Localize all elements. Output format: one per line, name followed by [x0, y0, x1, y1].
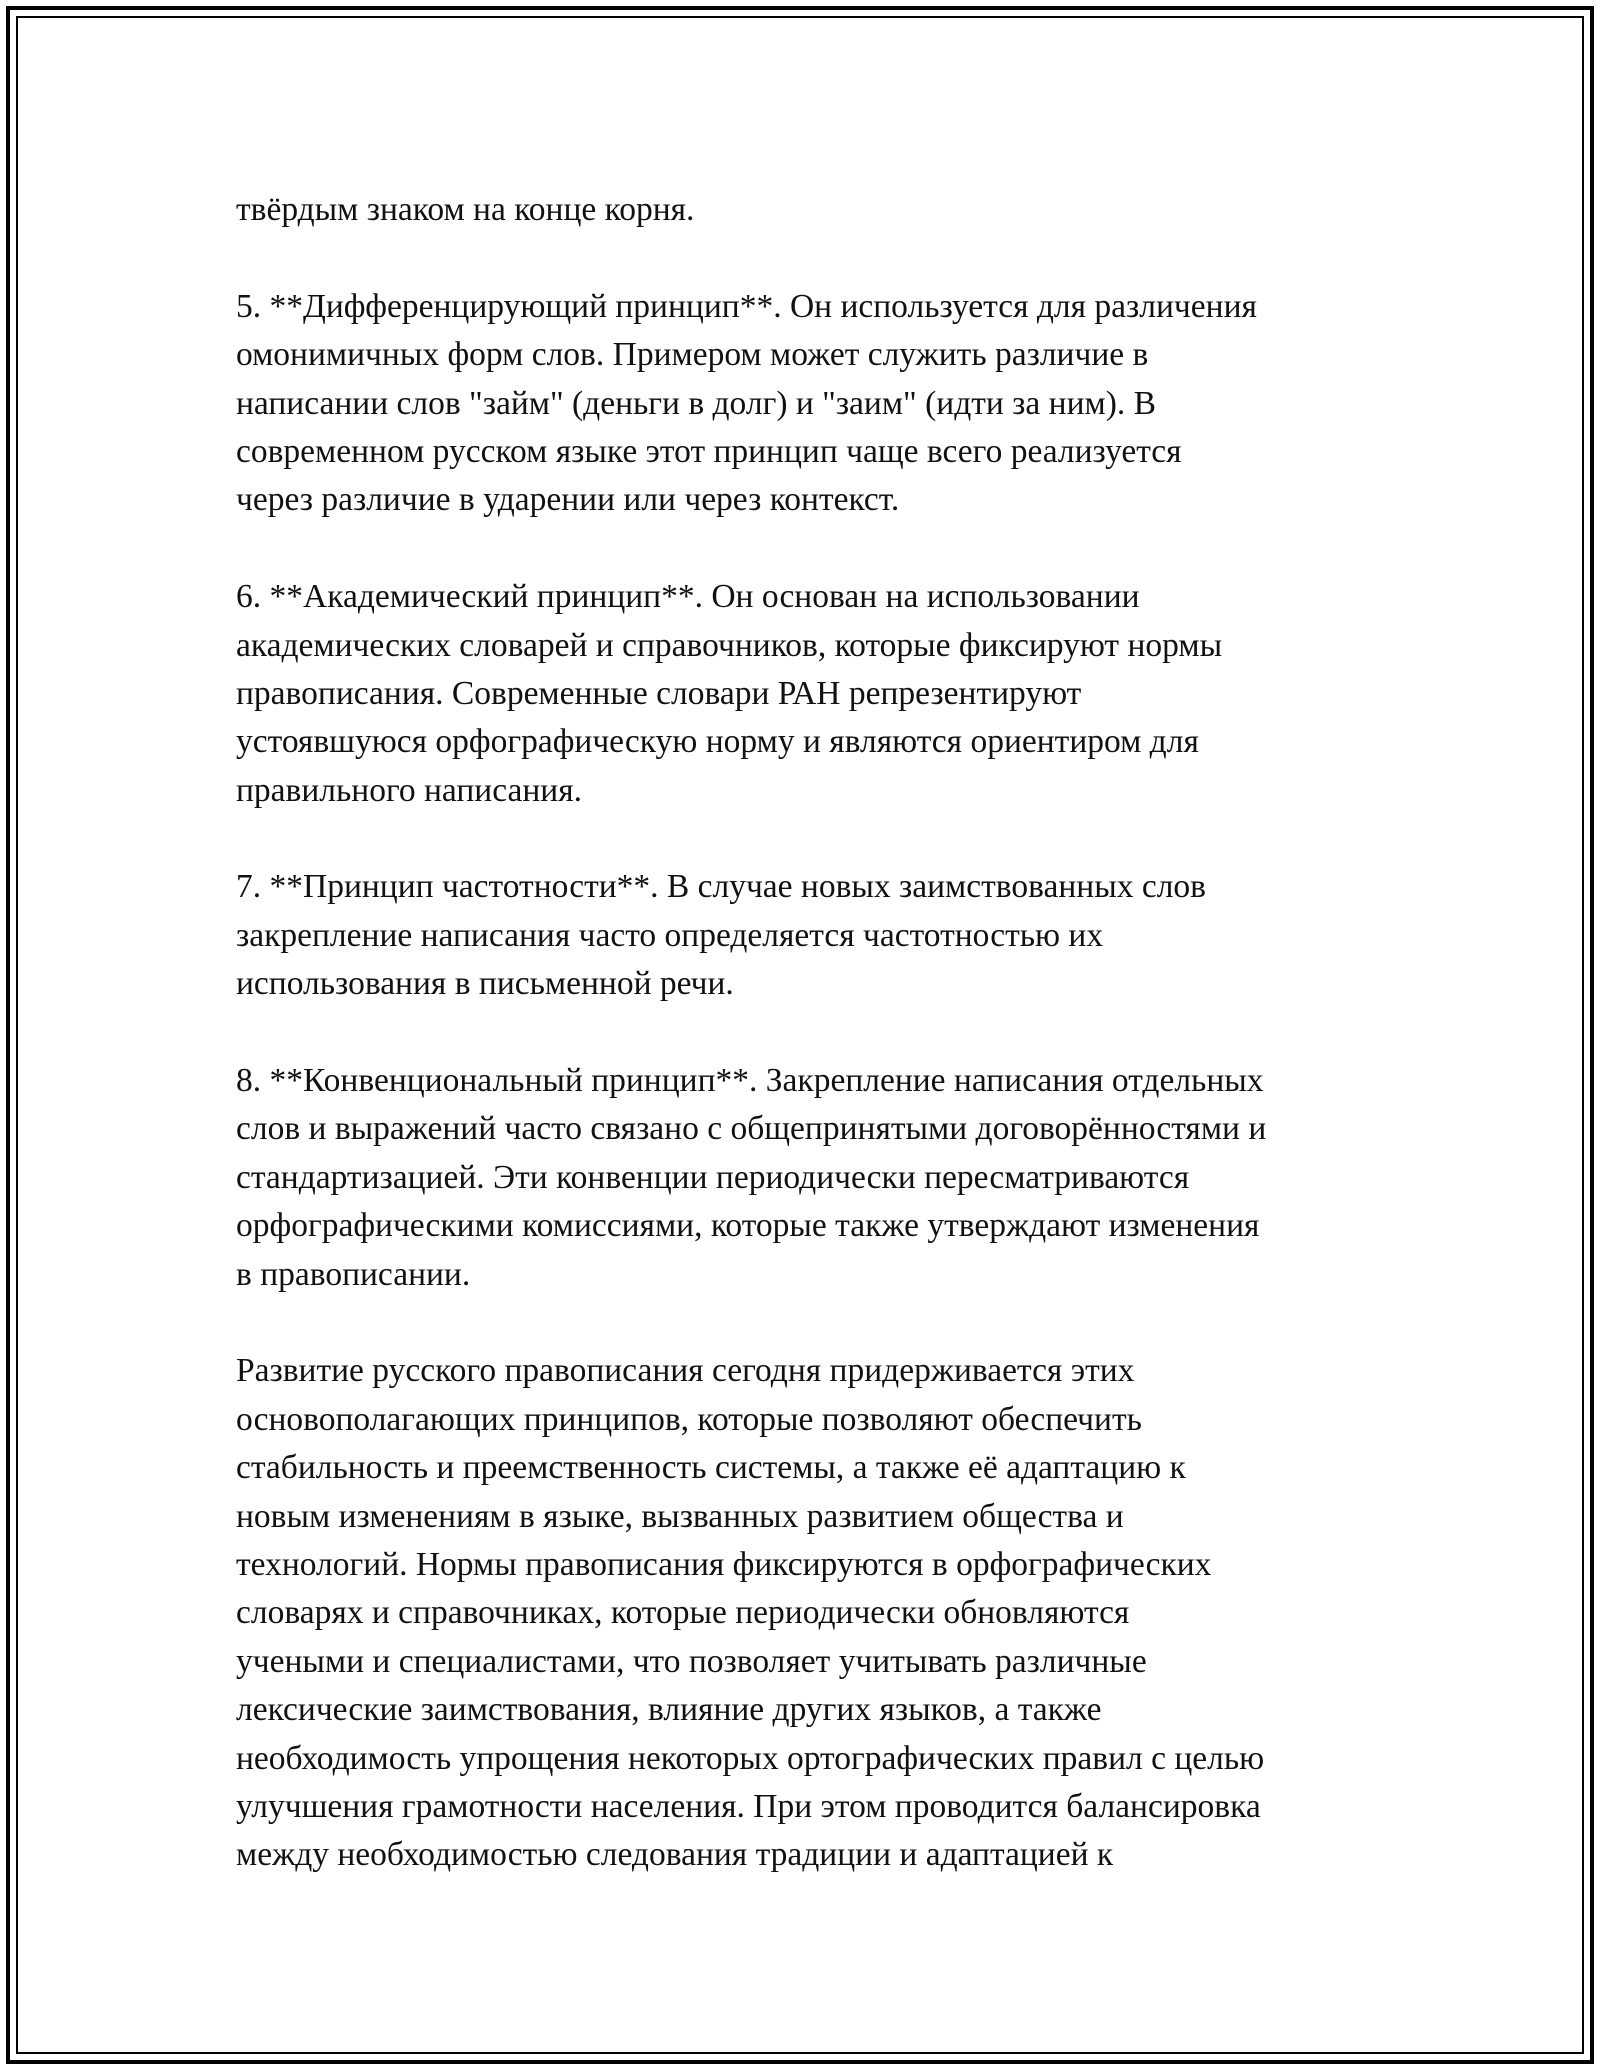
text-line: 8. **Конвенциональный принцип**. Закрепление написания отдельных — [236, 1062, 1264, 1100]
text-line: использования в письменной речи. — [236, 965, 734, 1003]
text-line: учеными и специалистами, что позволяет учитывать различные — [236, 1642, 1147, 1680]
text-line: орфографическими комиссиями, которые также утверждают изменения — [236, 1207, 1260, 1245]
text-line: необходимость упрощения некоторых ортографических правил с целью — [236, 1739, 1265, 1777]
paragraph — [236, 283, 1416, 525]
paragraph-gap — [236, 815, 1416, 863]
text-line: Развитие русского правописания сегодня придерживается этих — [236, 1352, 1135, 1390]
paragraph-gap — [236, 525, 1416, 573]
text-line: основополагающих принципов, которые позволяют обеспечить — [236, 1400, 1142, 1438]
text-line: стабильность и преемственность системы, а также её адаптацию к — [236, 1449, 1186, 1487]
text-line: правильного написания. — [236, 771, 582, 809]
text-line: 6. **Академический принцип**. Он основан на использовании — [236, 578, 1140, 616]
text-line: устоявшуюся орфографическую норму и являются ориентиром для — [236, 723, 1199, 761]
text-line: современном русском языке этот принцип чаще всего реализуется — [236, 432, 1182, 470]
text-line: стандартизацией. Эти конвенции периодически пересматриваются — [236, 1158, 1190, 1196]
text-line: 5. **Дифференцирующий принцип**. Он используется для различения — [236, 287, 1257, 325]
text-line: лексические заимствования, влияние других языков, а также — [236, 1691, 1102, 1729]
paragraph — [236, 1057, 1416, 1299]
paragraph — [236, 1347, 1416, 1879]
text-line: новым изменениям в языке, вызванных развитием общества и — [236, 1497, 1124, 1535]
text-line: улучшения грамотности населения. При этом проводится балансировка — [236, 1787, 1261, 1825]
text-line: через различие в ударении или через контекст. — [236, 481, 900, 519]
text-line: омонимичных форм слов. Примером может служить различие в — [236, 336, 1149, 374]
text-line: словарях и справочниках, которые периодически обновляются — [236, 1594, 1130, 1632]
text-line: закрепление написания часто определяется частотностью их — [236, 916, 1104, 954]
paragraph-gap — [236, 1299, 1416, 1347]
text-line: технологий. Нормы правописания фиксируются в орфографических — [236, 1545, 1212, 1583]
text-line: слов и выражений часто связано с общепринятыми договорённостями и — [236, 1110, 1267, 1148]
text-line: между необходимостью следования традиции и адаптацией к — [236, 1836, 1114, 1874]
text-line: академических словарей и справочников, которые фиксируют нормы — [236, 626, 1223, 664]
text-line: 7. **Принцип частотности**. В случае новых заимствованных слов — [236, 868, 1206, 906]
paragraph — [236, 863, 1416, 1008]
paragraph-gap — [236, 1009, 1416, 1057]
text-line: твёрдым знаком на конце корня. — [236, 191, 695, 228]
paragraph-gap — [236, 234, 1416, 282]
text-line: написании слов "займ" (деньги в долг) и "заим" (идти за ним). В — [236, 384, 1156, 422]
document-body — [236, 186, 1416, 1880]
text-line: правописания. Современные словари РАН репрезентируют — [236, 674, 1082, 712]
text-line: в правописании. — [236, 1255, 471, 1293]
paragraph — [236, 573, 1416, 815]
paragraph — [236, 186, 1416, 234]
